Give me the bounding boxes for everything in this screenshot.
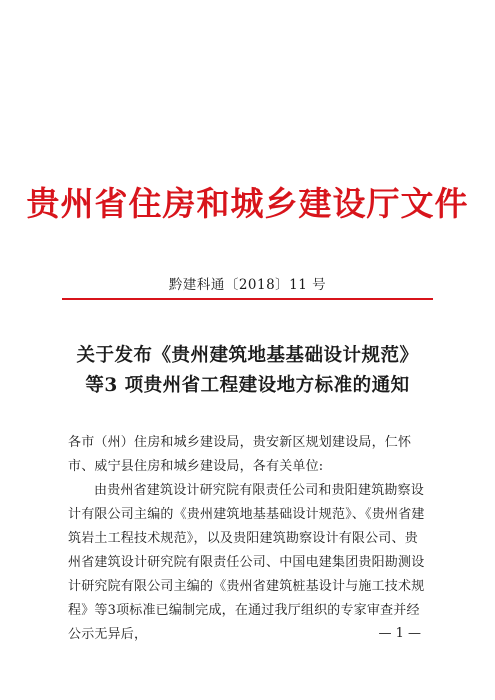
body-paragraph: 由贵州省建筑设计研究院有限责任公司和贵阳建筑勘察设计有限公司主编的《贵州建筑地基基础设计规范》、《贵州省建筑岩土工程技术规范》，以及贵阳建筑勘察设计有限公司、贵州省建筑设计研究院有限责任公司、中国电建集团贵阳勘测设计研究院有限公司主编的《贵州省建筑桩基设计与施工技术规程》等3项标准已编制完成，在通过我厅组织的专家审查并经公示无异后， — [68, 483, 425, 642]
red-divider-line — [62, 298, 433, 300]
notice-title-line-2: 等3 项贵州省工程建设地方标准的通知 — [85, 375, 410, 396]
notice-title — [0, 341, 495, 401]
document-number: 黔建科通〔2018〕11 号 — [168, 277, 327, 293]
salutation: 各市（州）住房和城乡建设局，贵安新区规划建设局，仁怀市、威宁县住房和城乡建设局，各有关单位: — [68, 435, 412, 474]
page-number: — 1 — — [378, 626, 421, 641]
notice-title-line-1: 关于发布《贵州建筑地基基础设计规范》 — [76, 345, 419, 366]
notice-body — [68, 431, 430, 647]
document-header-title: 贵州省住房和城乡建设厅文件 — [26, 184, 469, 223]
